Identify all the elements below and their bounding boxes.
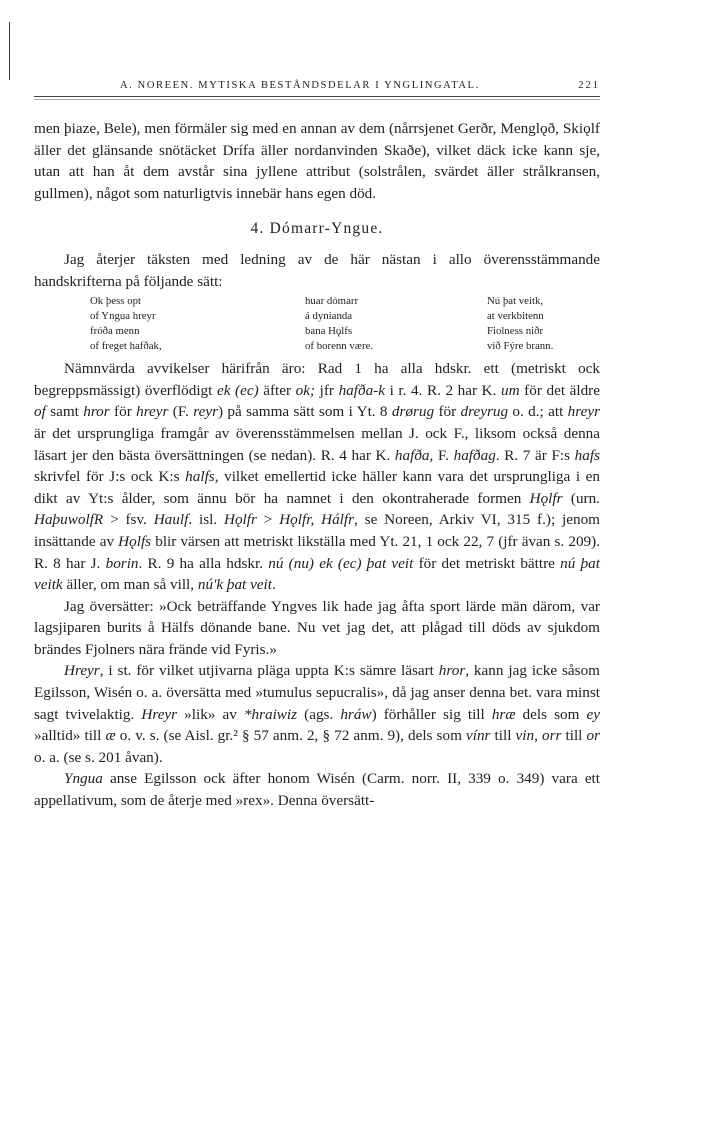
page-number: 221 — [578, 80, 600, 91]
text-run: i r. 4. R. 2 har K. — [384, 381, 502, 399]
text-run: till — [490, 727, 516, 745]
italic-run: orr — [542, 727, 562, 745]
italic-run: hror — [83, 403, 110, 421]
italic-run: *hraiwiz — [243, 705, 298, 723]
text-run: för — [434, 403, 461, 421]
paragraph-2: Jag återjer täksten med ledning av de här nästan i allo överensstämmande handskrifterna på följande sätt: — [34, 250, 600, 290]
text-run: (F. — [168, 403, 194, 421]
italic-run: æ — [105, 727, 116, 745]
running-head: A. NOREEN. MYTISKA BESTÅNDSDELAR I YNGLINGATAL. — [120, 80, 480, 91]
poem-block — [34, 294, 600, 354]
italic-run: Haulf — [153, 511, 189, 529]
text-run: , vilket emellertid icke häller kann vara det ursprungliga i en dikt av Yt:s ålder, som ännu bör ha namnet i den okontraherade formen — [34, 468, 601, 507]
italic-run: Hǫlfr — [529, 489, 563, 507]
italic-run: hafða-k — [338, 381, 385, 399]
poem-line: Fiolness niðr — [487, 325, 544, 338]
poem-line: of freget hafðak, — [90, 340, 162, 353]
poem-line: bana Hǫlfs — [305, 325, 353, 338]
text-run: > fsv. — [103, 511, 154, 529]
text-run: är det ursprungliga framgår av överensstämmelsen mellan J. ock F., liksom också denna läsart jer den bästa översättningen (se nedan). R. 4 har K. — [34, 424, 600, 464]
italic-run: or — [586, 727, 601, 745]
text-run: för — [109, 403, 137, 421]
italic-run: Yngua — [64, 770, 103, 788]
text-run: . R. 7 är F:s — [495, 446, 575, 464]
italic-run: ok; — [295, 381, 316, 399]
paragraph-6 — [34, 768, 600, 811]
italic-run: hráw — [340, 705, 372, 723]
text-run: . — [272, 576, 276, 594]
text-run: o. d.; att — [508, 403, 568, 421]
text-run: > — [256, 511, 280, 529]
poem-line: huar dómarr — [305, 295, 359, 308]
page — [34, 80, 600, 812]
text-run: , kann jag icke såsom Egilsson, Wisén o. a. översätta med »tumulus sepucralis», då jag anser denna bet. vara minst sagt tvivelaktig. — [34, 662, 600, 723]
running-header — [34, 80, 600, 91]
text-run: till — [561, 727, 587, 745]
paragraph-1: men þiaze, Bele), men förmäler sig med en annan av dem (nårrsjenet Gerðr, Menglǫð, Skiǫlf äller det glänsande snötäcket Drífa äller nordanvinden Skaðe), vilket däck icke kann sje, utan att han åt dem avstår sina jyllene attribut (solstrålen, svärdet äller strålkransen, gullmen), något som naturligtvis innebär hans egen död. — [34, 120, 600, 202]
paragraph-3 — [34, 358, 600, 596]
text-run: o. a. (se s. 201 åvan). — [34, 748, 163, 766]
header-rule-secondary — [34, 99, 600, 100]
text-run: , F. — [429, 446, 454, 464]
text-run: . isl. — [188, 511, 224, 529]
poem-line: of Yngua hreyr — [90, 310, 156, 323]
text-run: , — [534, 727, 542, 745]
text-run: äfter — [258, 381, 296, 399]
italic-run: nú'k þat veit — [197, 576, 272, 594]
text-run: (ags. — [297, 705, 341, 723]
poem-line: of borenn være. — [305, 340, 374, 353]
text-run: »lik» av — [177, 705, 244, 723]
paragraph-5 — [34, 660, 600, 768]
text-run: för det äldre — [519, 381, 600, 399]
italic-run: hror — [438, 662, 466, 680]
text-run: för det metriskt bättre — [413, 554, 561, 572]
margin-rule — [9, 22, 10, 80]
italic-run: um — [501, 381, 520, 399]
italic-run: hræ — [491, 705, 516, 723]
italic-run: hafðag — [453, 446, 496, 464]
text-run: »alltid» till — [34, 727, 106, 745]
italic-run: Hreyr — [64, 662, 100, 680]
section-heading: 4. Dómarr-Yngue. — [250, 220, 384, 238]
italic-run: borin — [105, 554, 139, 572]
italic-run: nú (nu) ek (ec) þat veit — [268, 554, 414, 572]
italic-run: ey — [586, 705, 600, 723]
italic-run: Hǫlfs — [118, 532, 152, 550]
text-run: , i st. för vilket utjivarna pläga uppta K:s sämre läsart — [99, 662, 439, 680]
paragraph-4: Jag översätter: »Ock beträffande Yngves lik hade jag åfta sport lärde män därom, var lagsjiparen burits å Hälfs dönande bane. Nu vet jag det, att plågad till döds av sjukdom brändes Fjolners nära frände vid Fyris.» — [34, 597, 600, 658]
text-run: Nämnvärda avvikelser härifrån äro: Rad 1 ha alla hdskr. ett (metriskt ock begreppsmässigt) överflödigt — [34, 360, 600, 399]
text-run: ) förhåller sig till — [371, 705, 492, 723]
text-run: samt — [45, 403, 84, 421]
italic-run: ek (ec) — [216, 381, 259, 399]
italic-run: vínr — [465, 727, 491, 745]
text-run: (urn. — [562, 489, 600, 507]
text-run: , se Noreen, Arkiv VI, 315 f.); jenom insättande av — [34, 511, 600, 550]
italic-run: dreyrug — [460, 403, 509, 421]
text-run: ) på samma sätt som i Yt. 8 — [218, 403, 392, 421]
italic-run: hreyr — [567, 403, 600, 421]
italic-run: Hreyr — [141, 705, 178, 723]
poem-line: á dynianda — [305, 310, 353, 323]
poem-line: fróða menn — [90, 325, 140, 338]
italic-run: reyr — [193, 403, 218, 421]
italic-run: hreyr — [136, 403, 169, 421]
text-run: skrivfel för J:s ock K:s — [34, 468, 186, 486]
italic-run: Hǫlfr, Hálfr — [279, 511, 355, 529]
italic-run: Hǫlfr — [224, 511, 257, 529]
italic-run: hafða — [394, 446, 430, 464]
italic-run: of — [34, 403, 46, 421]
text-run: dels som — [515, 705, 587, 723]
text-run: anse Egilsson ock äfter honom Wisén (Carm. norr. II, 339 o. 349) vara ett appellativum, som de återje med »rex». Denna översätt- — [34, 770, 600, 810]
italic-run: drørug — [391, 403, 435, 421]
text-run: jfr — [315, 381, 339, 399]
text-run: blir värsen att metriskt likställa med Yt. 21, 1 ock 22, 7 (jfr ävan s. 209). R. 8 har J. — [34, 532, 600, 572]
body-text — [34, 118, 600, 812]
poem-line: við Fýre brann. — [487, 340, 554, 353]
italic-run: hafs — [574, 446, 600, 464]
text-run: . R. 9 ha alla hdskr. — [138, 554, 269, 572]
poem-line: Ok þess opt — [90, 295, 141, 308]
text-run: äller, om man så vill, — [62, 576, 198, 594]
italic-run: HaþuwolfR — [34, 511, 104, 529]
header-rule — [34, 96, 600, 97]
italic-run: halfs — [185, 468, 215, 486]
italic-run: nú þat veitk — [34, 554, 600, 594]
text-run: o. v. s. (se Aisl. gr.² § 57 anm. 2, § 72 anm. 9), dels som — [115, 727, 466, 745]
poem-line: at verkbitenn — [487, 310, 544, 323]
italic-run: vin — [515, 727, 535, 745]
poem-line: Nú þat veitk, — [487, 295, 544, 308]
